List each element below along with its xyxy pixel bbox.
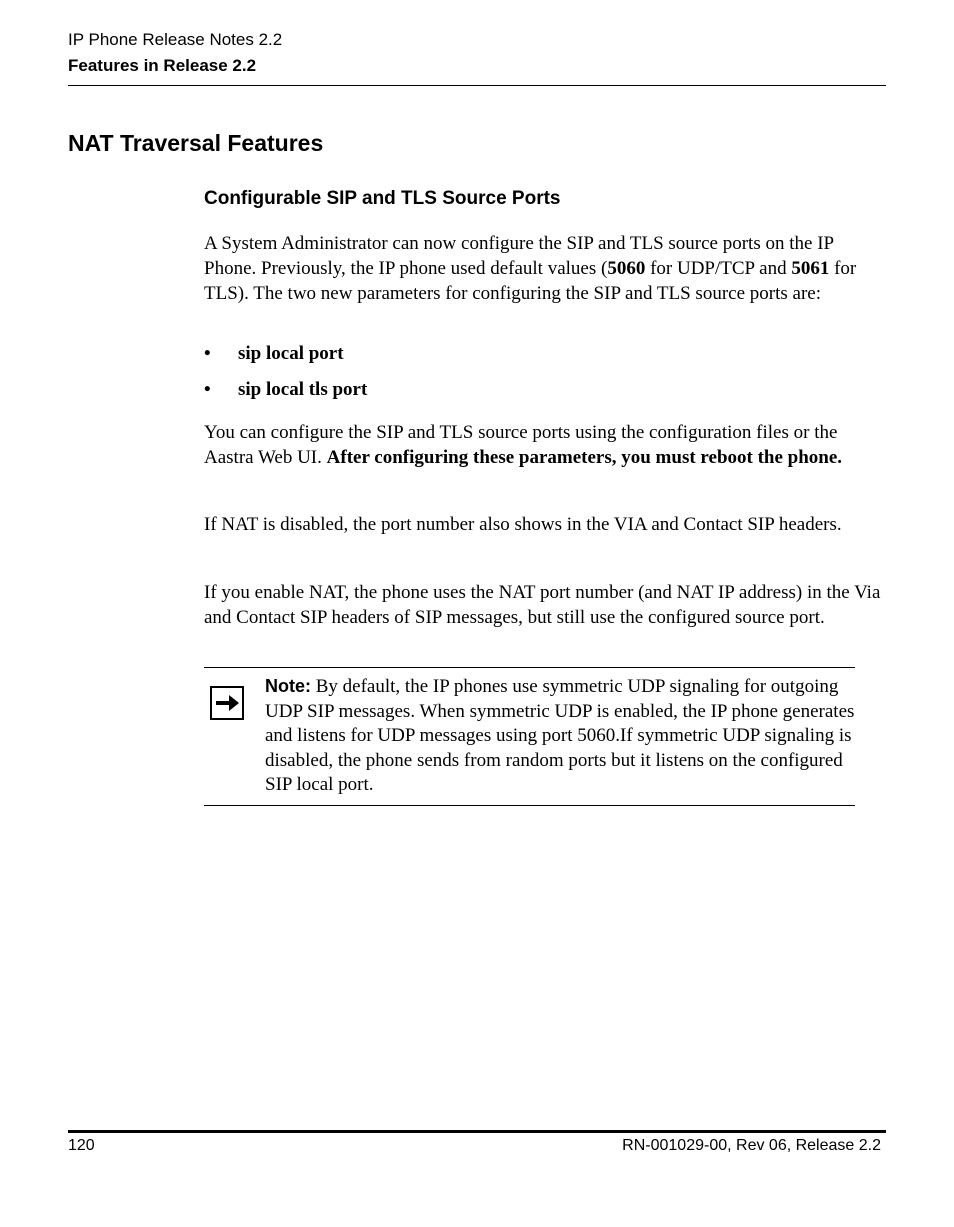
footer-divider	[68, 1130, 886, 1133]
subsection-title: Configurable SIP and TLS Source Ports	[204, 188, 561, 209]
page-number: 120	[68, 1137, 95, 1154]
arrow-right-icon	[210, 686, 244, 720]
note-bottom-divider	[204, 805, 855, 806]
note-text: Note: By default, the IP phones use symmetric UDP signaling for outgoing UDP SIP messages. When symmetric UDP is enabled, the IP phone generates and listens for UDP messages using port 5060.If symmetric UDP signaling is disabled, the phone sends from random ports but it listens on the configured SIP local port.	[265, 676, 855, 796]
section-title: Features in Release 2.2	[68, 56, 257, 75]
document-title: IP Phone Release Notes 2.2	[68, 30, 283, 49]
note-label: Note:	[265, 676, 311, 696]
document-id: RN-001029-00, Rev 06, Release 2.2	[622, 1137, 881, 1154]
intro-paragraph: A System Administrator can now configure the SIP and TLS source ports on the IP Phone. Previously, the IP phone used default values (5060 for UDP/TCP and 5061 for TLS). The two new parameters for configuring the SIP and TLS source ports are:	[204, 233, 857, 304]
nat-disabled-paragraph: If NAT is disabled, the port number also shows in the VIA and Contact SIP headers.	[204, 514, 842, 535]
page-title: NAT Traversal Features	[68, 130, 324, 156]
note-top-divider	[204, 667, 855, 668]
bullet-icon: •	[204, 379, 211, 400]
list-item: • sip local port	[204, 343, 344, 364]
list-item: • sip local tls port	[204, 379, 368, 400]
configure-paragraph: You can configure the SIP and TLS source ports using the configuration files or the Aastra Web UI. After configuring these parameters, you must reboot the phone.	[204, 422, 843, 468]
header-divider	[68, 85, 886, 86]
nat-enabled-paragraph: If you enable NAT, the phone uses the NAT port number (and NAT IP address) in the Via and Contact SIP headers of SIP messages, but still use the configured source port.	[204, 582, 881, 628]
bullet-icon: •	[204, 343, 211, 364]
